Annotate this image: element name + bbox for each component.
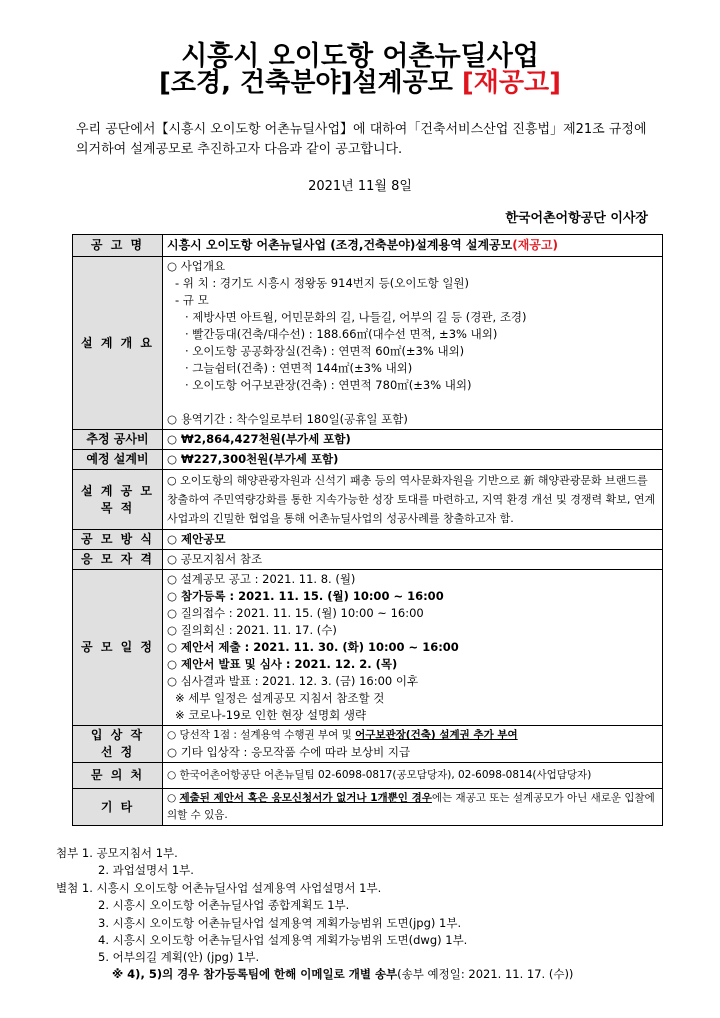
contact-value: ○ 한국어촌어항공단 어촌뉴딜팀 02-6098-0817(공모담당자), 02-6098-0814(사업담당자) xyxy=(163,763,663,789)
overview-line: · 그늘쉼터(건축) : 연면적 144㎡(±3% 내외) xyxy=(185,361,413,375)
label-award xyxy=(73,726,163,763)
subtitle-text: [조경, 건축분야]설계공모 xyxy=(158,68,453,98)
overview-line: - 위 치 : 경기도 시흥시 정왕동 914번지 등(오이도항 일원) xyxy=(175,276,470,290)
reannouncement-label: [재공고] xyxy=(461,68,562,98)
label-method: 공 모 방 식 xyxy=(73,530,163,550)
overview-line: · 오이도항 공공화장실(건축) : 연면적 60㎡(±3% 내외) xyxy=(185,344,465,358)
label-purpose xyxy=(73,470,163,530)
label-fee: 예정 설계비 xyxy=(73,450,163,470)
etc-emphasis: 제출된 제안서 혹은 응모신청서가 없거나 1개뿐인 경우 xyxy=(179,792,432,804)
email-note xyxy=(112,966,573,982)
schedule-item: ○ 제안서 발표 및 심사 : 2021. 12. 2. (목) xyxy=(167,657,398,671)
award-line-1 xyxy=(167,727,658,744)
label-schedule: 공 모 일 정 xyxy=(73,570,163,726)
overview-line: · 오이도항 어구보관장(건축) : 연면적 780㎡(±3% 내외) xyxy=(185,378,472,392)
label-notice: 공 고 명 xyxy=(73,235,163,257)
award-label-1: 입 상 작 xyxy=(90,728,145,742)
announcement-date: 2021년 11월 8일 xyxy=(308,179,412,194)
method-value: ○ 제안공모 xyxy=(163,530,663,550)
cost-value: ○ ₩2,864,427천원(부가세 포함) xyxy=(163,430,663,450)
etc-text: 에는 재공고 또는 설계공모가 아닌 새로운 입찰에 의할 수 있음. xyxy=(167,792,655,821)
attachment-item: 2. 과업설명서 1부. xyxy=(98,863,194,878)
attachment-item: 3. 시흥시 오이도항 어촌뉴딜사업 설계용역 계획가능범위 도면(jpg) 1부. xyxy=(98,915,462,930)
award-label-2: 선 정 xyxy=(100,745,135,759)
label-cost: 추정 공사비 xyxy=(73,430,163,450)
page-title: 시흥시 오이도항 어촌뉴딜사업 xyxy=(181,41,539,72)
schedule-value xyxy=(163,570,663,726)
schedule-note: ※ 세부 일정은 설계공모 지침서 참조할 것 xyxy=(175,691,385,705)
label-qualification: 응 모 자 격 xyxy=(73,550,163,570)
overview-line: - 규 모 xyxy=(175,293,209,307)
notice-value xyxy=(163,235,663,257)
attachment-item: 5. 어부의길 계획(안) (jpg) 1부. xyxy=(98,950,260,965)
schedule-item: ○ 질의접수 : 2021. 11. 15. (월) 10:00 ~ 16:00 xyxy=(167,606,424,620)
fee-value: ○ ₩227,300천원(부가세 포함) xyxy=(163,450,663,470)
schedule-item: ○ 질의회신 : 2021. 11. 17. (수) xyxy=(167,623,337,637)
overview-line: · 제방사면 아트월, 어민문화의 길, 나들길, 어부의 길 등 (경관, 조경) xyxy=(185,310,527,324)
etc-value: ○ 제출된 제안서 혹은 응모신청서가 없거나 1개뿐인 경우에는 재공고 또는 설계공모가 아닌 새로운 입찰에 의할 수 있음. xyxy=(163,789,663,826)
attachment-item: 4. 시흥시 오이도항 어촌뉴딜사업 설계용역 계획가능범위 도면(dwg) 1부. xyxy=(98,933,468,948)
award-line-1-text: ○ 당선작 1점 : 설계용역 수행권 부여 및 xyxy=(167,729,356,741)
label-contact: 문 의 처 xyxy=(73,763,163,789)
notice-text: 시흥시 오이도항 어촌뉴딜사업 (조경,건축분야)설계용역 설계공모 xyxy=(167,238,513,252)
attachment-item: 첨부 1. 공모지침서 1부. xyxy=(56,846,178,860)
purpose-label-1: 설 계 공 모 xyxy=(81,483,154,498)
award-line-1-emphasis: 어구보관장(건축) 설계권 추가 부여 xyxy=(355,729,518,741)
purpose-value: ○ 오이도항의 해양관광자원과 신석기 패총 등의 역사문화자원을 기반으로 新 해양관광문화 브랜드를 창출하여 주민역량강화를 통한 지속가능한 성장 토대를 마련하고, 지역 환경 개선 및 경쟁력 확보, 연계사업과의 긴밀한 협업을 통해 어촌뉴딜사업의 성공사례를 창출하고자 함. xyxy=(163,470,663,530)
purpose-label-2: 목 적 xyxy=(100,500,135,515)
qualification-value: ○ 공모지침서 참조 xyxy=(163,550,663,570)
schedule-item: ○ 제안서 제출 : 2021. 11. 30. (화) 10:00 ~ 16:00 xyxy=(167,640,459,654)
overview-line: · 빨간등대(건축/대수선) : 188.66㎡(대수선 면적, ±3% 내외) xyxy=(185,327,498,341)
attachment-item: 별첨 1. 시흥시 오이도항 어촌뉴딜사업 설계용역 사업설명서 1부. xyxy=(56,880,382,895)
schedule-item: ○ 참가등록 : 2021. 11. 15. (월) 10:00 ~ 16:00 xyxy=(167,589,444,603)
email-note-bold: ※ 4), 5)의 경우 참가등록팀에 한해 이메일로 개별 송부 xyxy=(112,967,398,981)
schedule-item: ○ 설계공모 공고 : 2021. 11. 8. (월) xyxy=(167,572,356,586)
label-etc: 기 타 xyxy=(73,789,163,826)
issuer: 한국어촌어항공단 이사장 xyxy=(505,211,648,226)
overview-value xyxy=(163,257,663,430)
attachment-item: 2. 시흥시 오이도항 어촌뉴딜사업 종합계획도 1부. xyxy=(98,898,350,913)
schedule-item: ○ 심사결과 발표 : 2021. 12. 3. (금) 16:00 이후 xyxy=(167,674,419,688)
overview-line: ○ 사업개요 xyxy=(167,259,226,273)
award-line-2: ○ 기타 입상작 : 응모작품 수에 따라 보상비 지급 xyxy=(167,745,411,759)
announcement-table xyxy=(72,234,663,826)
attachment-list xyxy=(56,845,467,967)
intro-paragraph: 우리 공단에서【시흥시 오이도항 어촌뉴딜사업】에 대하여「건축서비스산업 진흥법」제21조 규정에 의거하여 설계공모로 추진하고자 다음과 같이 공고합니다. xyxy=(76,122,647,157)
notice-highlight: (재공고) xyxy=(512,238,558,252)
label-overview: 설 계 개 요 xyxy=(73,257,163,430)
page-subtitle xyxy=(0,62,720,99)
overview-line: ○ 용역기간 : 착수일로부터 180일(공휴일 포함) xyxy=(167,412,408,426)
award-value xyxy=(163,726,663,763)
email-note-text: (송부 예정일: 2021. 11. 17. (수)) xyxy=(397,967,574,981)
schedule-note: ※ 코로나-19로 인한 현장 설명회 생략 xyxy=(175,708,367,722)
